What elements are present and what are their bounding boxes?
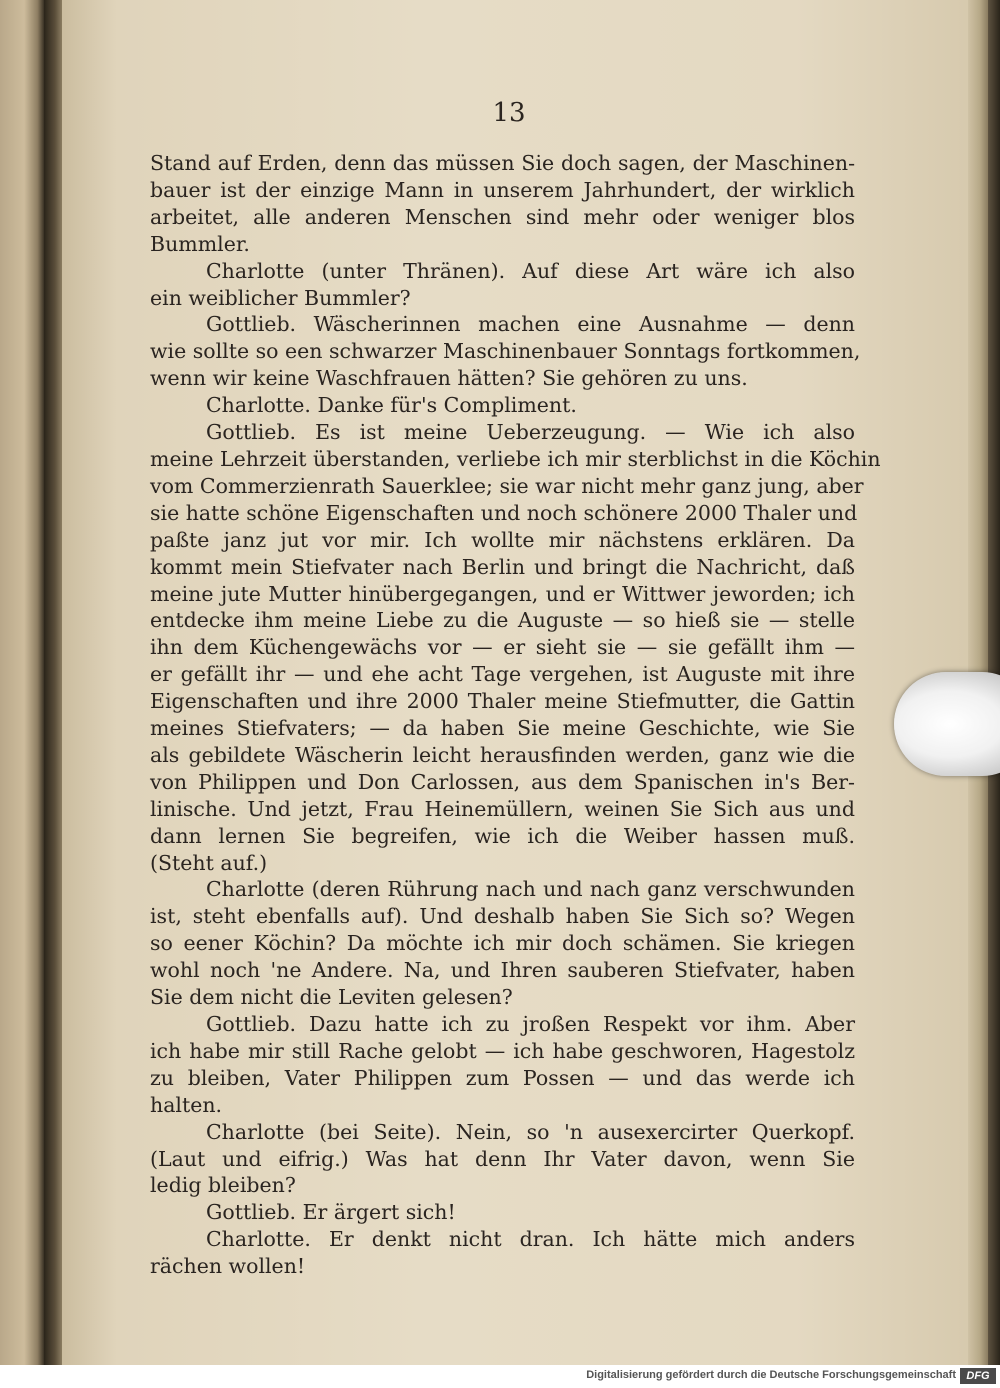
text-line: Gottlieb. Es ist meine Ueberzeugung. — Wie ich also — [206, 420, 855, 445]
thumb-holder-tab — [894, 672, 1000, 776]
page-text — [150, 150, 881, 1280]
text-line: paßte janz jut vor mir. Ich wollte mir nächstens erklären. Da — [150, 527, 855, 552]
text-line: wohl noch 'ne Andere. Na, und Ihren sauberen Stiefvater, haben — [150, 958, 855, 983]
text-line: dann lernen Sie begreifen, wie ich die Weiber hassen muß. — [150, 823, 855, 848]
text-line: ist, steht ebenfalls auf). Und deshalb haben Sie Sich so? Wegen — [150, 904, 855, 929]
text-line: kommt mein Stiefvater nach Berlin und bringt die Nachricht, daß — [150, 554, 855, 579]
text-line: Charlotte (bei Seite). Nein, so 'n ausexercirter Querkopf. — [206, 1119, 855, 1144]
text-line: rächen wollen! — [150, 1254, 306, 1279]
text-line: Bummler. — [150, 231, 250, 256]
text-line: so eener Köchin? Da möchte ich mir doch schämen. Sie kriegen — [150, 931, 855, 956]
text-line: Charlotte. Er denkt nicht dran. Ich hätte mich anders — [206, 1227, 855, 1252]
page-number: 13 — [492, 98, 526, 128]
text-line: zu bleiben, Vater Philippen zum Possen — und das werde ich — [150, 1065, 855, 1090]
book-page — [62, 0, 978, 1365]
text-line: als gebildete Wäscherin leicht herausfinden werden, ganz wie die — [150, 742, 855, 767]
text-line: linische. Und jetzt, Frau Heinemüllern, weinen Sie Sich aus und — [150, 796, 855, 821]
text-line: meine Lehrzeit überstanden, verliebe ich mir sterblichst in die Köchin — [150, 446, 881, 471]
previous-page-edge — [0, 0, 44, 1365]
dfg-logo: DFG — [960, 1368, 996, 1384]
text-line: Charlotte (unter Thränen). Auf diese Art wäre ich also — [206, 258, 855, 283]
text-line: vom Commerzienrath Sauerklee; sie war nicht mehr ganz jung, aber — [150, 473, 864, 498]
text-line: (Laut und eifrig.) Was hat denn Ihr Vater davon, wenn Sie — [150, 1146, 855, 1171]
text-line: ein weiblicher Bummler? — [150, 285, 411, 310]
text-line: Eigenschaften und ihre 2000 Thaler meine Stiefmutter, die Gattin — [150, 689, 855, 714]
text-line: Charlotte (deren Rührung nach und nach ganz verschwunden — [206, 877, 855, 902]
text-line: ich habe mir still Rache gelobt — ich habe geschworen, Hagestolz — [150, 1038, 855, 1063]
text-line: ihn dem Küchengewächs vor — er sieht sie — sie gefällt ihm — — [150, 635, 855, 660]
text-line: wenn wir keine Waschfrauen hätten? Sie gehören zu uns. — [150, 366, 748, 391]
text-line: halten. — [150, 1092, 223, 1117]
text-line: er gefällt ihr — und ehe acht Tage vergehen, ist Auguste mit ihre — [150, 662, 855, 687]
text-line: Sie dem nicht die Leviten gelesen? — [150, 985, 513, 1010]
text-line: meine jute Mutter hinübergegangen, und er Wittwer jeworden; ich — [150, 581, 855, 606]
funding-credit: Digitalisierung gefördert durch die Deutsche Forschungsgemeinschaft — [586, 1369, 956, 1381]
text-line: Charlotte. Danke für's Compliment. — [206, 393, 577, 418]
text-line: meines Stiefvaters; — da haben Sie meine Geschichte, wie Sie — [150, 716, 855, 741]
text-line: (Steht auf.) — [150, 850, 268, 875]
text-line: sie hatte schöne Eigenschaften und noch schönere 2000 Thaler und — [150, 500, 858, 525]
text-line: Gottlieb. Dazu hatte ich zu jroßen Respekt vor ihm. Aber — [206, 1012, 855, 1036]
text-line: bauer ist der einzige Mann in unserem Jahrhundert, der wirklich — [150, 177, 855, 202]
text-line: Gottlieb. Wäscherinnen machen eine Ausnahme — denn — [206, 312, 855, 337]
text-line: Stand auf Erden, denn das müssen Sie doch sagen, der Maschinen- — [150, 151, 855, 175]
footer-bar — [0, 1365, 1000, 1388]
text-line: Gottlieb. Er ärgert sich! — [206, 1200, 456, 1225]
text-line: entdecke ihm meine Liebe zu die Auguste — so hieß sie — stelle — [150, 608, 855, 633]
text-line: wie sollte so een schwarzer Maschinenbauer Sonntags fortkommen, — [150, 339, 861, 364]
text-line: arbeitet, alle anderen Menschen sind mehr oder weniger blos — [150, 204, 855, 229]
text-line: ledig bleiben? — [150, 1173, 296, 1198]
text-line: von Philippen und Don Carlossen, aus dem Spanischen in's Ber- — [150, 769, 855, 794]
